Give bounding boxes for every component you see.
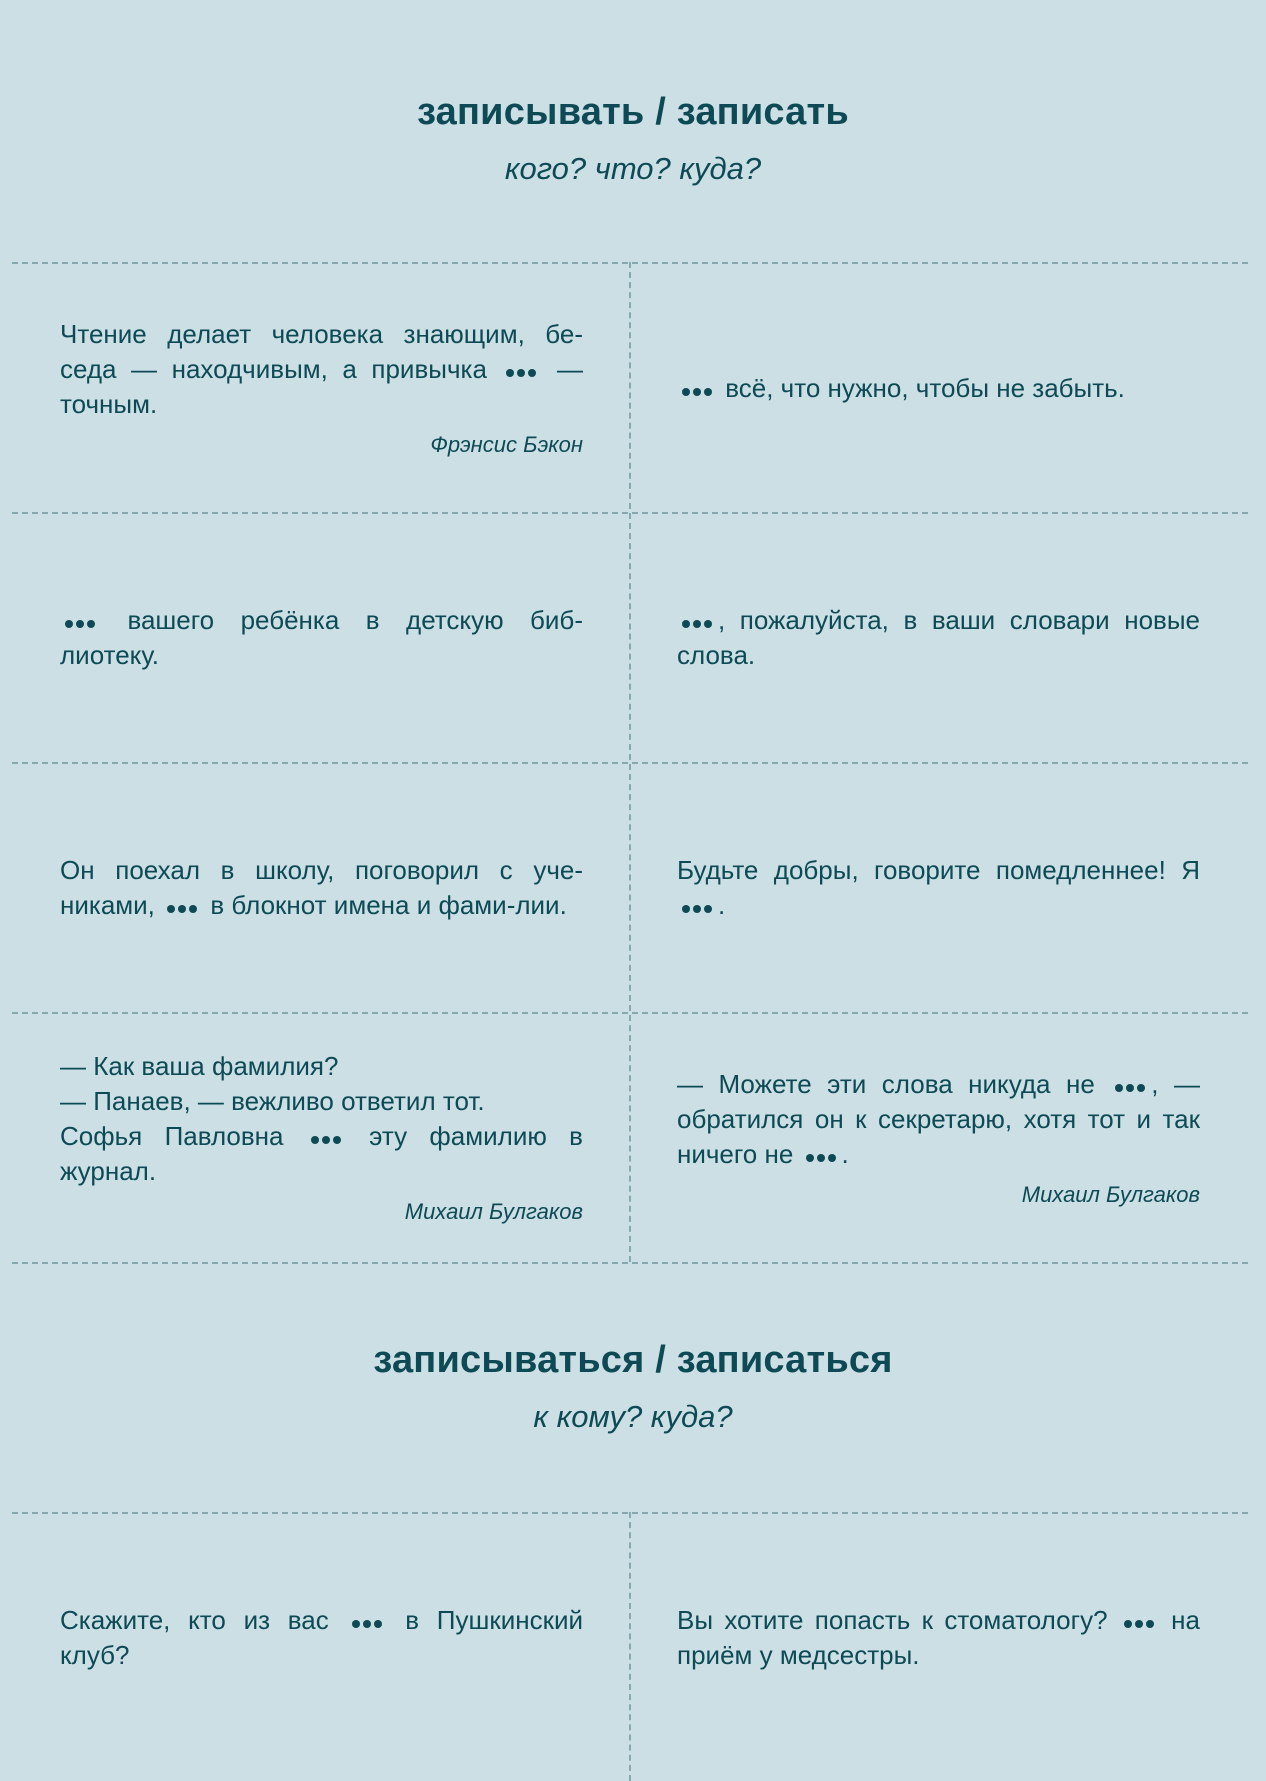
blank-marker	[1114, 1067, 1147, 1102]
blank-marker	[64, 603, 97, 638]
card-text: — Панаев, — вежливо ответил тот.	[60, 1086, 485, 1116]
card-text: — Как ваша фамилия?	[60, 1051, 339, 1081]
card-body	[677, 1067, 1200, 1172]
card-text: в Пушкинский клуб?	[60, 1605, 583, 1670]
exercise-card	[60, 513, 583, 763]
card-body	[677, 853, 1200, 923]
card-text: , — обратился он к секретарю, хотя тот и так ничего не	[677, 1068, 1200, 1169]
quote-author: Михаил Булгаков	[1021, 1181, 1200, 1207]
card-text: на приём у медсестры.	[677, 1605, 1200, 1670]
card-body	[60, 317, 583, 422]
card-text: Будьте добры, говорите помедленнее! Я	[677, 855, 1200, 885]
verb-heading: записывать / записать	[417, 91, 849, 133]
exercise-card	[677, 263, 1200, 513]
card-body	[60, 603, 583, 673]
card-text: в блокнот имена и фами-лии.	[203, 890, 567, 920]
cut-line-vertical	[629, 262, 631, 1262]
quote-author: Фрэнсис Бэкон	[430, 431, 583, 457]
card-text: Софья Павловна	[60, 1121, 306, 1151]
card-body	[677, 371, 1200, 406]
card-text: Он поехал в школу, поговорил с уче-никами,	[60, 855, 583, 920]
card-text: эту фамилию в журнал.	[60, 1121, 583, 1186]
blank-marker	[681, 603, 714, 638]
exercise-card	[60, 263, 583, 513]
verb-question: кого? что? куда?	[504, 151, 762, 186]
blank-marker	[681, 888, 714, 923]
card-body	[60, 1603, 583, 1673]
dialogue-line	[60, 1119, 583, 1189]
blank-marker	[805, 1137, 838, 1172]
section-1-header	[0, 93, 1266, 184]
blank-marker	[505, 352, 538, 387]
verb-heading: записываться / записаться	[373, 1339, 893, 1381]
exercise-card	[60, 1513, 583, 1763]
exercise-card	[677, 1513, 1200, 1763]
blank-marker	[351, 1603, 384, 1638]
blank-marker	[310, 1119, 343, 1154]
card-text: Скажите, кто из вас	[60, 1605, 347, 1635]
card-text: Вы хотите попасть к стоматологу?	[677, 1605, 1119, 1635]
card-text: .	[718, 890, 726, 920]
exercise-card	[677, 1013, 1200, 1263]
card-body	[60, 853, 583, 923]
verb-question: к кому? куда?	[533, 1399, 733, 1434]
exercise-card	[677, 763, 1200, 1013]
card-text: Чтение делает человека знающим, бе-седа — находчивым, а привычка	[60, 318, 583, 384]
card-text: — Можете эти слова никуда не	[677, 1068, 1111, 1099]
card-body	[677, 603, 1200, 673]
card-body	[677, 1603, 1200, 1673]
card-body	[60, 1049, 583, 1189]
card-text: , пожалуйста, в ваши словари новые слова.	[677, 605, 1200, 670]
section-2-header	[0, 1341, 1266, 1432]
cut-line-vertical	[629, 1512, 631, 1781]
card-text: всё, что нужно, чтобы не забыть.	[718, 372, 1125, 403]
card-text: .	[841, 1138, 849, 1169]
quote-author: Михаил Булгаков	[404, 1199, 583, 1224]
dialogue-line	[60, 1084, 583, 1119]
exercise-card	[60, 1013, 583, 1263]
exercise-card	[677, 513, 1200, 763]
blank-marker	[681, 371, 714, 406]
card-text: вашего ребёнка в детскую биб-лиотеку.	[60, 605, 583, 670]
exercise-card	[60, 763, 583, 1013]
blank-marker	[166, 888, 199, 923]
dialogue-line	[60, 1049, 583, 1084]
blank-marker	[1123, 1603, 1156, 1638]
card-text: — точным.	[60, 353, 583, 419]
